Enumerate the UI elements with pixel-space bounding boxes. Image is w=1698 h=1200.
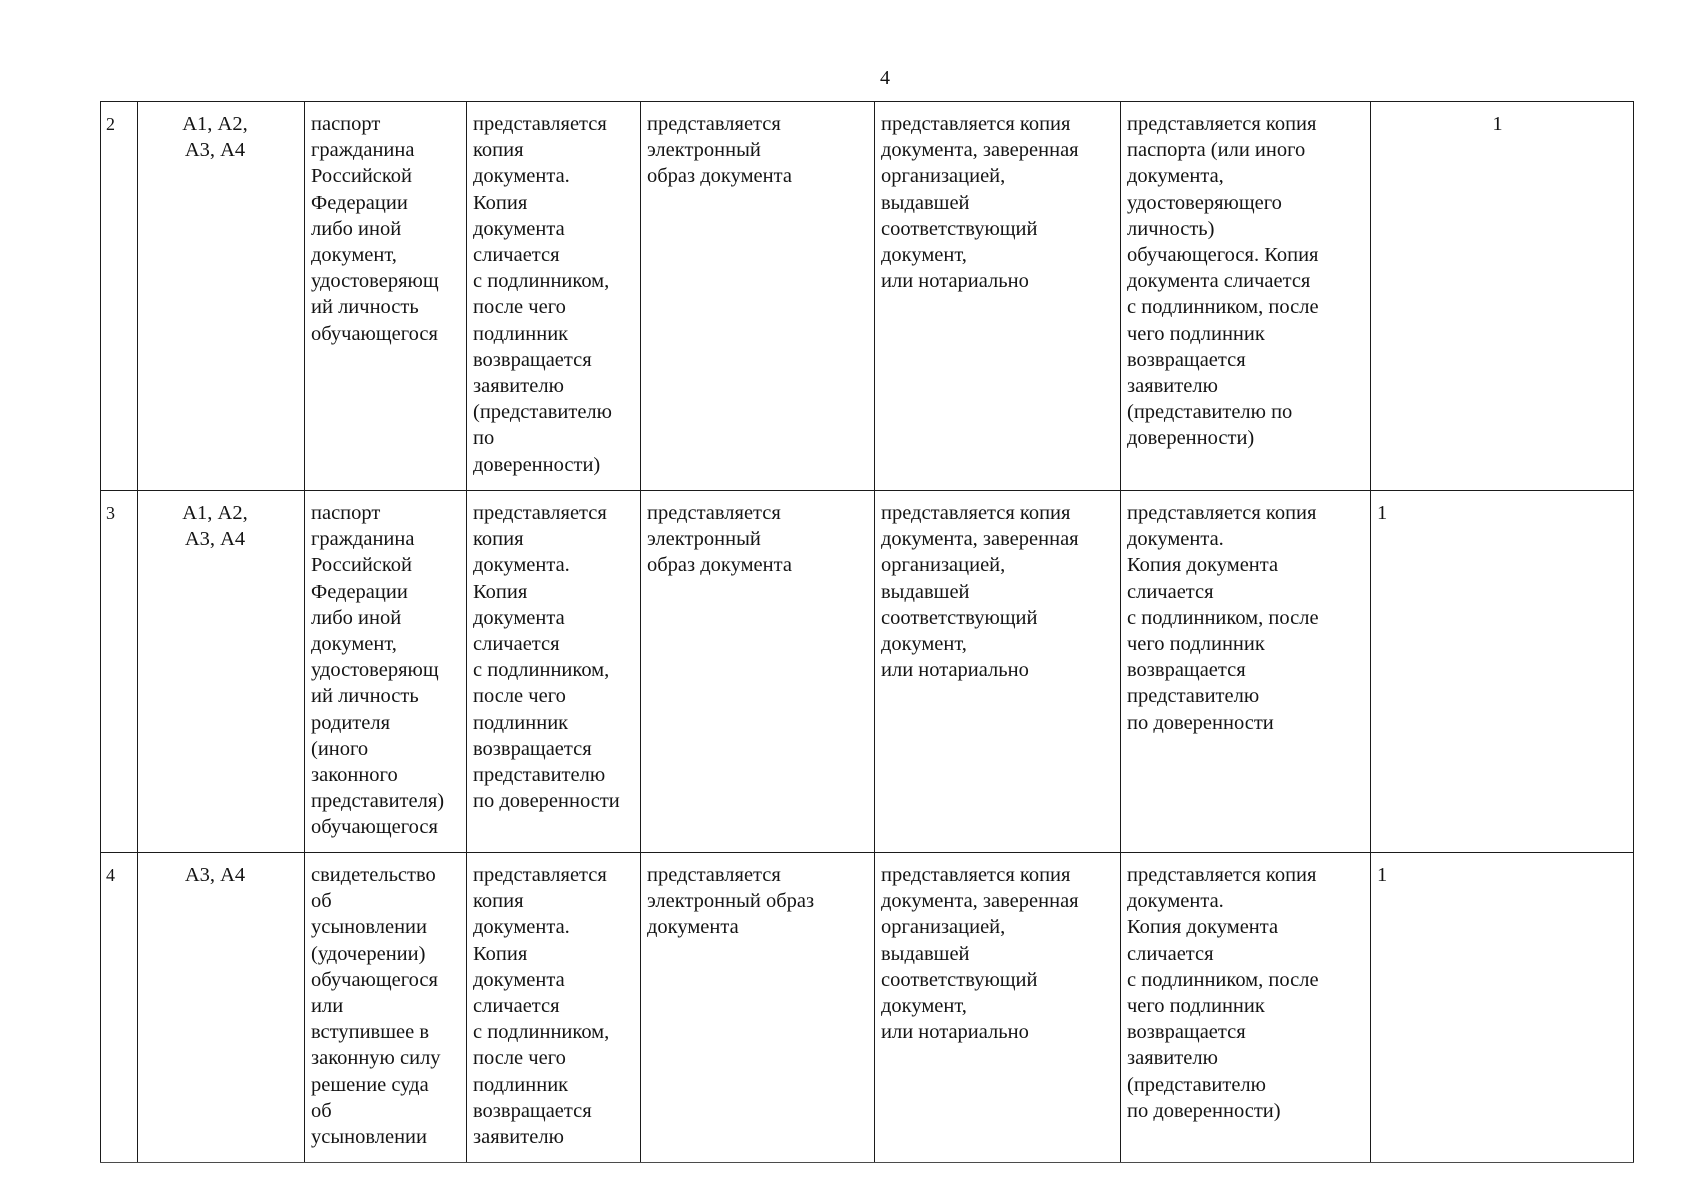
table-row [101, 102, 1634, 491]
electronic-submission-cell: представляется электронный образ документа [641, 102, 875, 491]
electronic-submission-cell: представляется электронный образ документа [641, 853, 875, 1163]
applicant-categories-cell: А1, А2, А3, А4 [138, 491, 305, 853]
row-number-cell: 4 [101, 853, 138, 1163]
applicant-categories-cell: А1, А2, А3, А4 [138, 102, 305, 491]
document-name-cell: паспорт гражданина Российской Федерации либо иной документ, удостоверяющ ий личность обучающегося [305, 102, 467, 491]
electronic-submission-cell: представляется электронный образ документа [641, 491, 875, 853]
copies-count-cell: 1 [1371, 491, 1634, 853]
mail-submission-cell: представляется копия документа, заверенная организацией, выдавшей соответствующий документ, или нотариально [875, 491, 1121, 853]
row-number-cell: 2 [101, 102, 138, 491]
mfc-submission-cell: представляется копия документа. Копия документа сличается с подлинником, после чего подлинник возвращается представителю по доверенности [1121, 491, 1371, 853]
documents-table [100, 101, 1634, 1163]
document-name-cell: паспорт гражданина Российской Федерации либо иной документ, удостоверяющ ий личность родителя (иного законного представителя) обучающегося [305, 491, 467, 853]
row-number-cell: 3 [101, 491, 138, 853]
mfc-submission-cell: представляется копия документа. Копия документа сличается с подлинником, после чего подлинник возвращается заявителю (представителю по доверенности) [1121, 853, 1371, 1163]
copies-count-cell: 1 [1371, 102, 1634, 491]
mfc-submission-cell: представляется копия паспорта (или иного документа, удостоверяющего личность) обучающегося. Копия документа сличается с подлинником, после чего подлинник возвращается заявителю (представителю по доверенности) [1121, 102, 1371, 491]
applicant-categories-cell: А3, А4 [138, 853, 305, 1163]
mail-submission-cell: представляется копия документа, заверенная организацией, выдавшей соответствующий документ, или нотариально [875, 853, 1121, 1163]
table-row [101, 491, 1634, 853]
copies-count-cell: 1 [1371, 853, 1634, 1163]
page-number: 4 [880, 67, 890, 89]
table-row [101, 853, 1634, 1163]
in-person-submission-cell: представляется копия документа. Копия документа сличается с подлинником, после чего подлинник возвращается заявителю [467, 853, 641, 1163]
mail-submission-cell: представляется копия документа, заверенная организацией, выдавшей соответствующий документ, или нотариально [875, 102, 1121, 491]
in-person-submission-cell: представляется копия документа. Копия документа сличается с подлинником, после чего подлинник возвращается заявителю (представителю по доверенности) [467, 102, 641, 491]
document-name-cell: свидетельство об усыновлении (удочерении) обучающегося или вступившее в законную силу решение суда об усыновлении [305, 853, 467, 1163]
in-person-submission-cell: представляется копия документа. Копия документа сличается с подлинником, после чего подлинник возвращается представителю по доверенности [467, 491, 641, 853]
